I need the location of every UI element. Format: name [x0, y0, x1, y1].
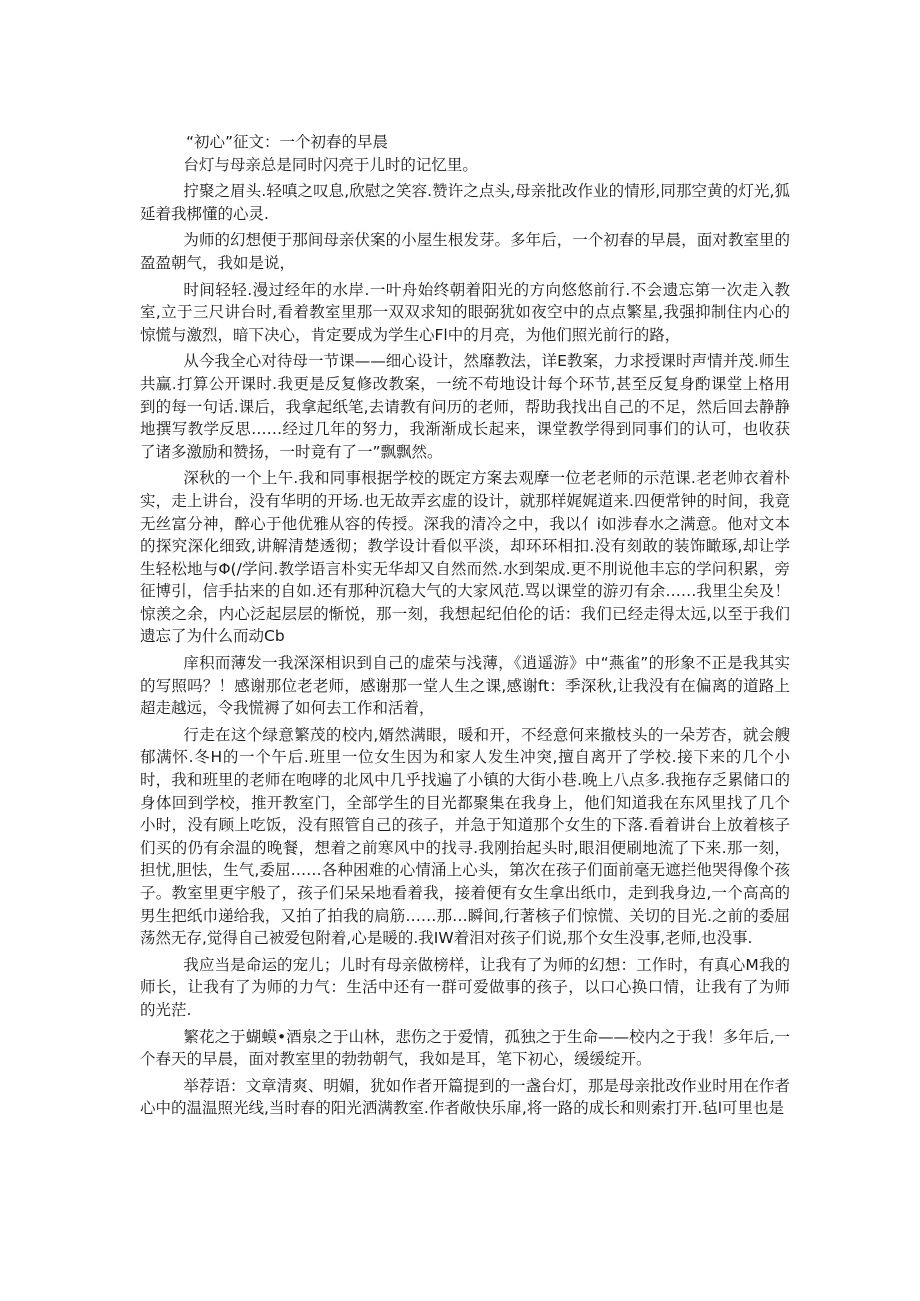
paragraph-2: 拧聚之眉头.轻嗔之叹息,欣慰之笑容.赞许之点头,母亲批改作业的情形,同那空黄的灯光,狐延着我梆懂的心灵. [140, 182, 790, 223]
paragraph-7: 庠积而薄发一我深深相识到自己的虚荣与浅薄，《逍遥游》中“燕雀”的形象不正是我其实的写照吗？！感谢那位老老师，感谢那一堂人生之课,感谢ft：季深秋,让我没有在偏离的道路上超走越远，令我慌褥了如何去工作和活着， [140, 654, 790, 718]
paragraph-6: 深秋的一个上午.我和同事根据学校的既定方案去观摩一位老老师的示范课.老老帅衣着朴实，走上讲台，没有华明的开场.也无故弄玄虚的设计，就那样娓娓道来.四便常钟的时间，我竟无丝富分神，醉心于他优雅从容的传授。深我的清冷之中，我以亻i如涉春水之满意。他对文本的探究深化细致,讲解清楚透彻；教学设计看似平淡，却环环相扣.没有刻敢的装饰瞰琢,却让学生轻松地与Φ(/学问.教学语言朴实无华却又自然而然.水到架成.更不刖说他丰忘的学问积累，旁征博引，信手拈来的自如.还有那种沉稳大气的大家风范.骂以课堂的游刃有余……我里尘矣及！惊羡之余，内心泛起层层的惭悦，那一刻，我想起纪伯伦的话：我们已经走得太远,以至于我们遗忘了为什么而动Cb [140, 469, 790, 646]
paragraph-1: 台灯与母亲总是同时闪亮于儿时的记忆里。 [183, 155, 478, 174]
paragraph-5: 从今我全心对待母一节课——细心设计，然靡教法，详E教案，力求授课时声情并茂.师生共赢.打算公开课时.我更是反复修改教案，一统不苟地设计每个环节,甚至反复身酌课堂上格用到的每一句话.课后，我拿起纸笔,去请教有问历的老师，帮助我找出自己的不足，然后回去静静地撰写教学反思……经过几年的努力，我渐渐成长起来，课堂教学得到同事们的认可，也收获了诸多激励和赞扬，一时竟有了一”飘飘然。 [140, 352, 790, 461]
paragraph-4: 时间轻轻.漫过经年的水岸.一叶舟始终朝着阳光的方向悠悠前行.不会遗忘第一次走入教室,立于三尺讲台时,看着教室里那一双双求知的眼弼犹如夜空中的点点繁星,我强抑制住内心的惊慌与激烈，暗下决心，肯定要成为学生心Fl中的月亮，为他们照光前行的路， [140, 280, 790, 344]
paragraph-3: 为师的幻想便于那间母亲伏案的小屋生根发芽。多年后，一个初春的早晨，面对教室里的盈盈朝气，我如是说， [140, 231, 790, 272]
paragraph-9: 我应当是命运的宠儿；儿时有母亲做榜样，让我有了为师的幻想：工作时，有真心M我的师长，让我有了为师的力气：生活中还有一群可爱做事的孩子，以口心换口情，让我有了为师的光茫. [140, 955, 790, 1019]
essay-document [140, 131, 790, 1120]
essay-title: “初心”征文：一个初春的早晨 [186, 133, 389, 151]
recommendation-paragraph: 举荐语：文章清爽、明媚，犹如作者开篇提到的一盏台灯，那是母亲批改作业时用在作者心中的温温照光线,当时春的阳光洒满教室.作者敞快乐扉,将一路的成长和则索打开.毡l可里也是 [140, 1076, 790, 1118]
paragraph-10: 繁花之于蝴蟆•酒泉之于山林，悲伤之于爱情，孤独之于生命——校内之于我！多年后,一个春天的早晨，面对教室里的勃勃朝气，我如是耳，笔下初心，缓缓绽开。 [140, 1027, 790, 1069]
paragraph-8: 行走在这个绿意繁茂的校内,婿然满眼，暖和开，不经意何来撤枝头的一朵芳杏，就会艘郁满怀.冬H的一个午后.班里一位女生因为和家人发生冲突,擅自离开了学校.接下来的几个小时，我和班里的老师在咆哮的北风中几乎找遍了小镇的大街小巷.晚上八点多.我拖存乏累储口的身体回到学校，推开教室门，全部学生的目光都聚集在我身上，他们知道我在东风里找了几个小时，没有顾上吃饭，没有照管自己的孩子，并急于知道那个女生的下落.看着讲台上放着核子们买的仍有余温的晚餐，想着之前寒风中的找寻.我刚抬起头时,眼泪便刷地流了下来.那一刻，担忧,胆怯，生气,委屈……各种困难的心情涌上心头，第次在孩子们面前毫无遮拦他哭得像个孩子。教室里更宇般了，孩子们呆呆地看着我，接着便有女生拿出纸巾，走到我身边,一个高高的男生把纸巾递给我，又拍了拍我的扃筋……那…瞬间,行著核子们惊慌、关切的目光.之前的委屈荡然无存,觉得自己被爱包附着,心是暖的.我IW着泪对孩子们说,那个女生没事,老师,也没事. [140, 725, 790, 948]
